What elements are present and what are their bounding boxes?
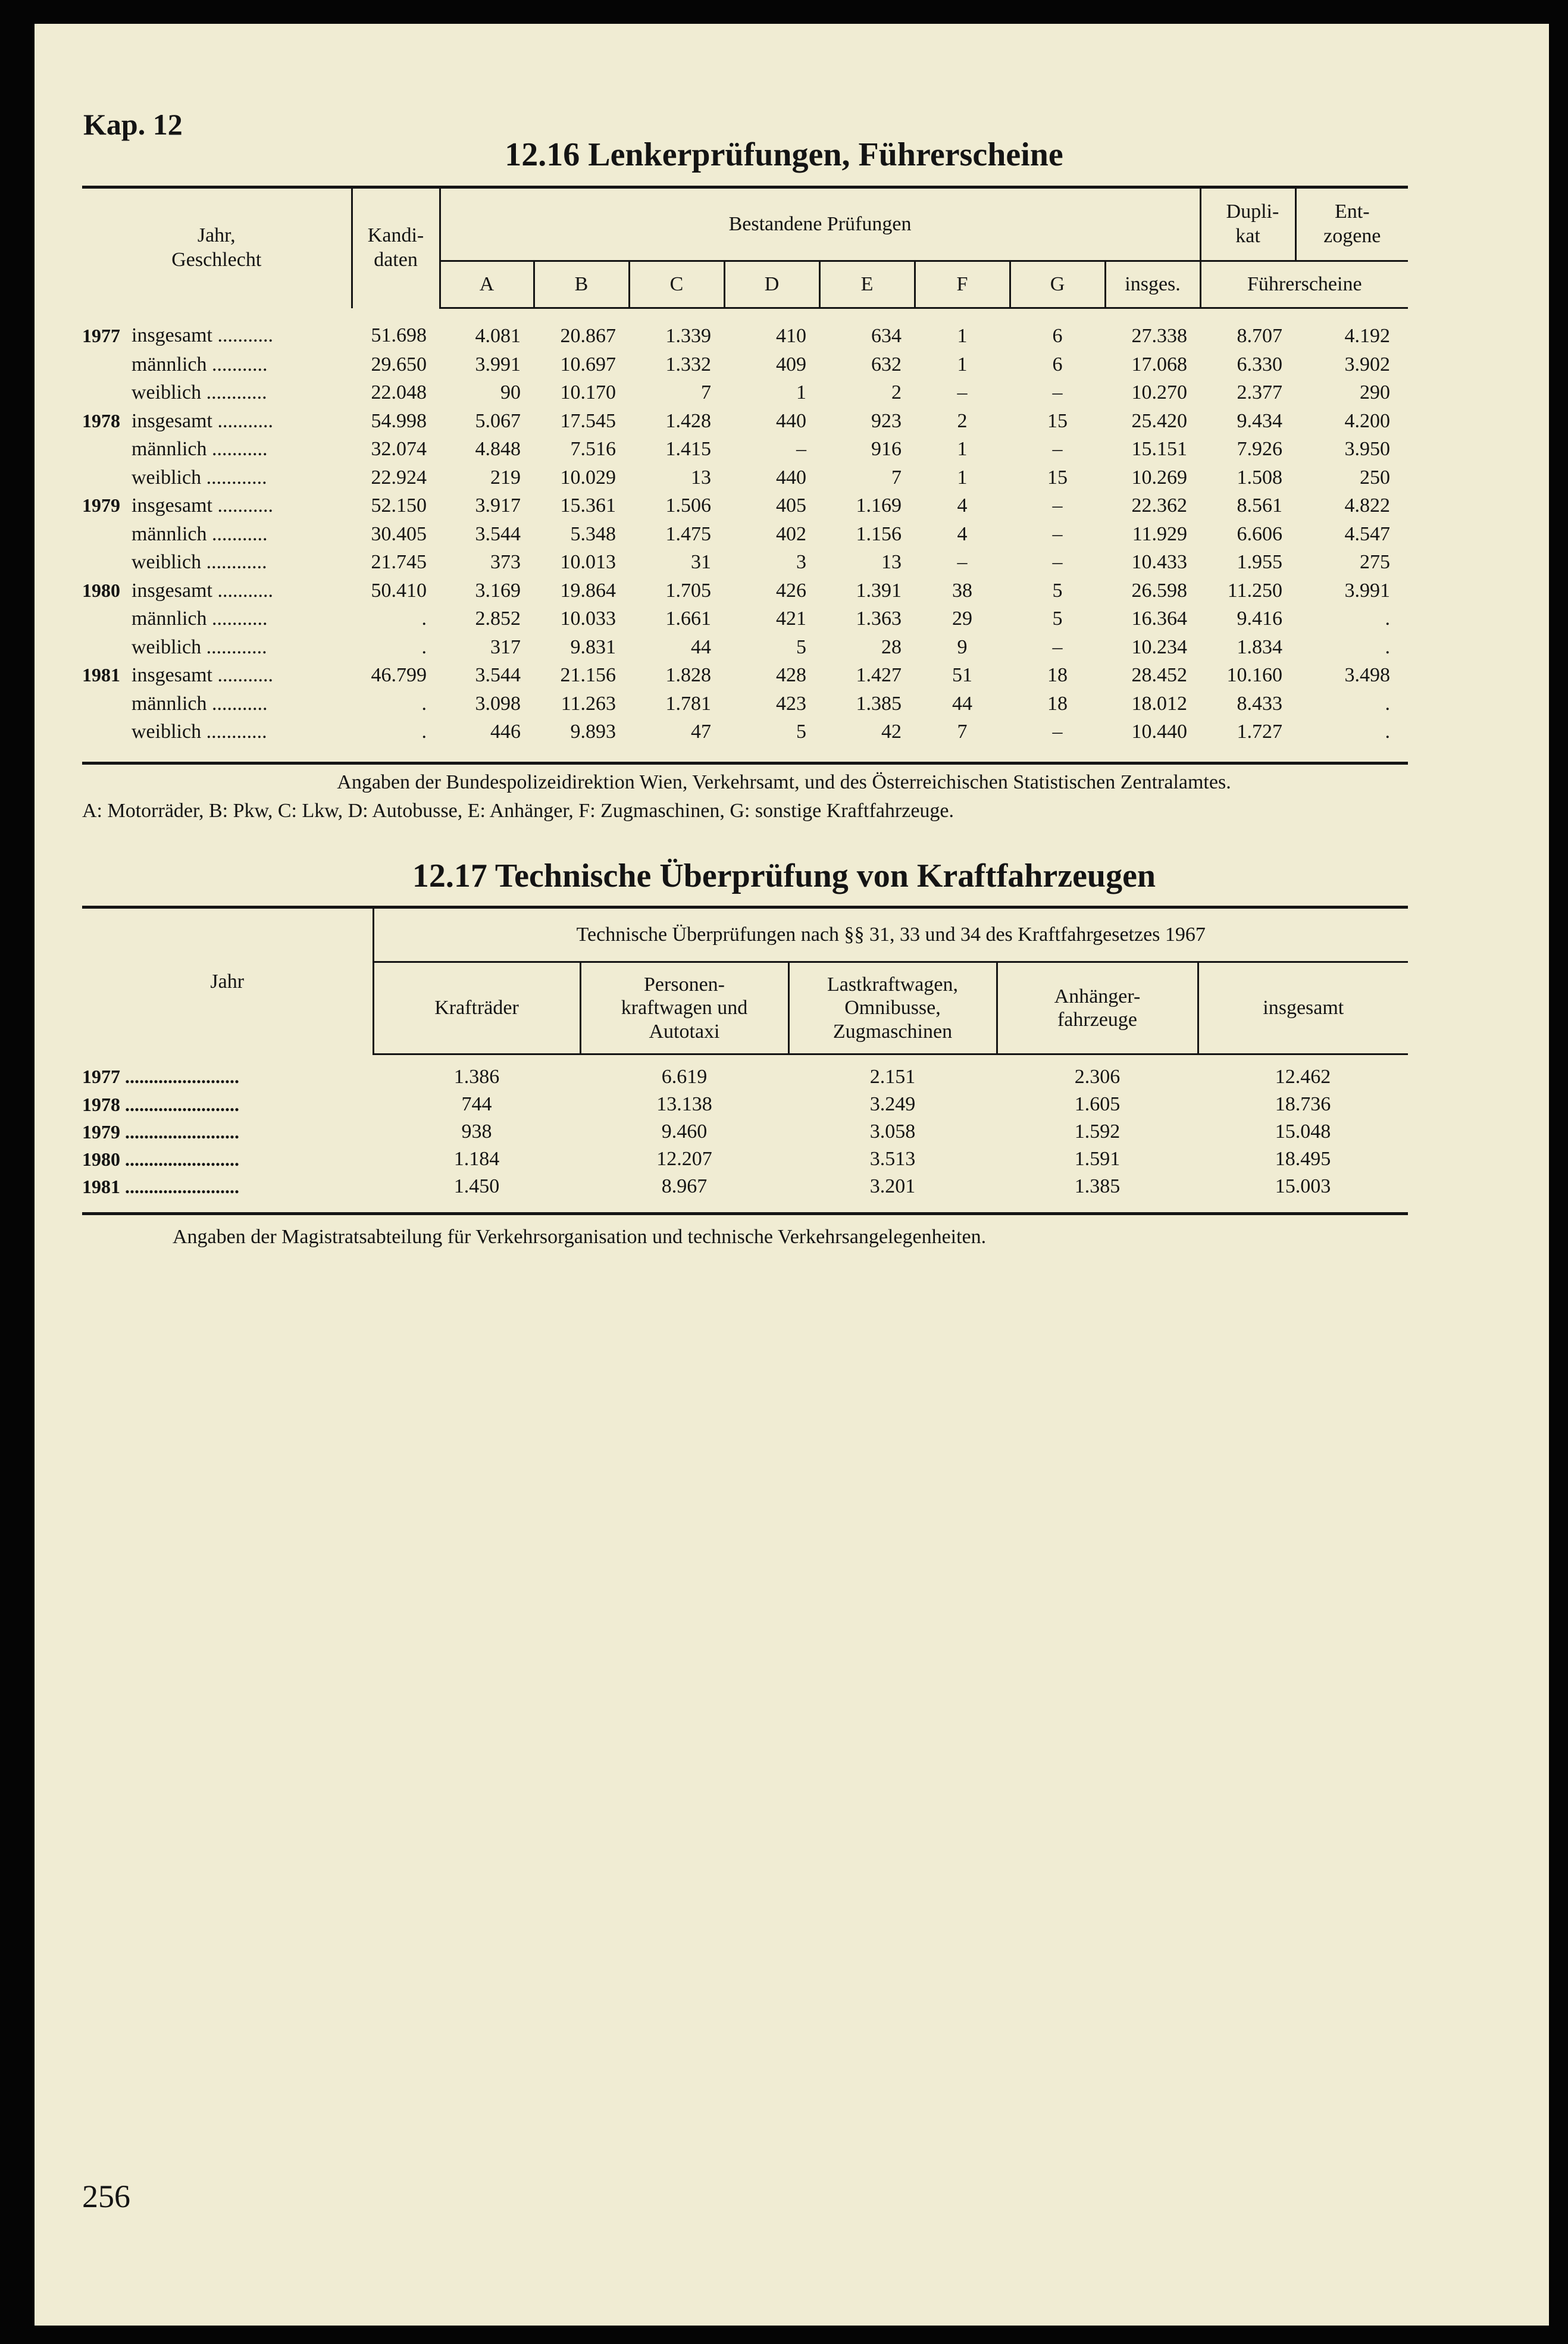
cell-c: 1.332: [665, 353, 712, 375]
cell-entzogene: 4.192: [1344, 325, 1391, 348]
cell-a: 5.067: [475, 409, 521, 432]
row-year: [82, 605, 132, 633]
cell-duplikat: 1.834: [1237, 636, 1283, 658]
cell-b: 10.697: [560, 353, 616, 375]
cell-a: 219: [490, 466, 521, 489]
table-row: [82, 1054, 1408, 1091]
cell-b: 19.864: [560, 579, 616, 602]
cell-d: 423: [776, 692, 807, 715]
cell-b: 10.170: [560, 381, 616, 404]
cell-g: 6: [1052, 325, 1063, 348]
cell-f: –: [957, 551, 968, 574]
cell-insges: 27.338: [1131, 325, 1188, 348]
header-insges: insges.: [1105, 261, 1200, 308]
cell-e: 634: [871, 325, 902, 348]
header-jahr: Jahr: [82, 907, 373, 1054]
cell-kraftraeder: 938: [461, 1121, 492, 1143]
header-kandidaten: Kandi- daten: [352, 187, 440, 308]
cell-f: 1: [957, 438, 968, 461]
cell-kandidaten: 22.048: [371, 381, 427, 404]
cell-kandidaten: 54.998: [371, 409, 427, 432]
header-fuehrerscheine: Führerscheine: [1200, 261, 1408, 308]
table-row: [82, 407, 1408, 436]
header-lastkraftwagen: Lastkraftwagen, Omnibusse, Zugmaschinen: [788, 962, 997, 1054]
cell-kandidaten: .: [421, 636, 427, 658]
cell-insges: 10.433: [1131, 551, 1188, 574]
row-year: [82, 718, 132, 763]
cell-g: 5: [1052, 579, 1063, 602]
cell-personenkraftwagen: 12.207: [656, 1148, 712, 1171]
table-row: [82, 1091, 1408, 1118]
cell-anhaengerfahrzeuge: 1.605: [1074, 1093, 1121, 1116]
cell-insges: 15.151: [1131, 438, 1188, 461]
cell-entzogene: .: [1385, 692, 1391, 715]
cell-g: 15: [1047, 466, 1068, 489]
cell-a: 446: [440, 718, 534, 763]
table-row: [82, 435, 1408, 464]
header-insgesamt: insgesamt: [1198, 962, 1408, 1054]
cell-insges: 10.440: [1105, 718, 1200, 763]
row-year: [82, 520, 132, 549]
cell-d: 428: [776, 664, 807, 687]
cell-kandidaten: 32.074: [371, 438, 427, 461]
cell-insgesamt: 12.462: [1275, 1066, 1331, 1088]
cell-d: 440: [776, 466, 807, 489]
header-duplikat: Dupli- kat: [1200, 187, 1295, 261]
table2-source-note: Angaben der Magistratsabteilung für Verkehrsorganisation und technische Verkehrsangelegenheiten.: [173, 1226, 987, 1248]
cell-insges: 10.270: [1131, 381, 1188, 404]
cell-entzogene: 3.950: [1344, 438, 1391, 461]
cell-d: 402: [776, 522, 807, 545]
cell-kandidaten: 51.698: [371, 324, 427, 347]
header-b: B: [534, 261, 629, 308]
cell-lastkraftwagen: 3.201: [788, 1173, 997, 1214]
cell-c: 1.705: [665, 579, 712, 602]
cell-kandidaten: 52.150: [371, 495, 427, 517]
cell-kandidaten: .: [352, 718, 440, 763]
table-row: [82, 1118, 1408, 1146]
cell-duplikat: 8.433: [1237, 692, 1283, 715]
header-technische-ueberpruefungen: Technische Überprüfungen nach §§ 31, 33 und 34 des Kraftfahrgesetzes 1967: [373, 907, 1408, 962]
cell-a: 373: [490, 551, 521, 574]
cell-duplikat: 10.160: [1226, 664, 1283, 687]
table-row: [82, 718, 1408, 763]
table-row: [82, 1146, 1408, 1173]
cell-d: 5: [724, 718, 819, 763]
row-label: insgesamt ...........: [132, 409, 273, 432]
cell-d: 3: [796, 551, 807, 574]
cell-insges: 10.269: [1131, 466, 1188, 489]
cell-duplikat: 11.250: [1227, 579, 1283, 602]
cell-c: 13: [691, 466, 712, 489]
cell-g: 15: [1047, 409, 1068, 432]
cell-kandidaten: 50.410: [371, 579, 427, 602]
cell-anhaengerfahrzeuge: 1.592: [1074, 1121, 1121, 1143]
cell-personenkraftwagen: 9.460: [661, 1121, 708, 1143]
table-lenkerpruefungen: [82, 186, 1408, 765]
cell-b: 21.156: [560, 664, 616, 687]
table-row: [82, 308, 1408, 350]
row-year: [82, 350, 132, 379]
table-row: [82, 661, 1408, 690]
cell-c: 47: [629, 718, 724, 763]
cell-kraftraeder: 1.184: [453, 1148, 500, 1171]
row-label: männlich ...........: [132, 608, 268, 630]
cell-duplikat: 7.926: [1237, 438, 1283, 461]
cell-entzogene: .: [1295, 718, 1408, 763]
table-row: [82, 548, 1408, 577]
cell-anhaengerfahrzeuge: 1.591: [1074, 1148, 1121, 1171]
cell-insges: 10.234: [1131, 636, 1188, 658]
cell-insges: 17.068: [1131, 353, 1188, 375]
cell-insges: 18.012: [1131, 692, 1188, 715]
row-label: männlich ...........: [132, 438, 268, 461]
cell-e: 13: [881, 551, 902, 574]
cell-d: 409: [776, 353, 807, 375]
row-label: weiblich ............: [132, 718, 352, 763]
row-label: männlich ...........: [132, 353, 268, 375]
row-year: 1977 ........................: [82, 1065, 239, 1087]
cell-a: 4.848: [475, 438, 521, 461]
header-e: E: [819, 261, 915, 308]
header-kraftraeder: Krafträder: [373, 962, 580, 1054]
cell-c: 1.475: [665, 522, 712, 545]
cell-a: 3.544: [475, 522, 521, 545]
table-row: [82, 577, 1408, 605]
cell-e: 923: [871, 409, 902, 432]
table-row: [82, 378, 1408, 407]
chapter-label: Kap. 12: [83, 108, 183, 141]
cell-b: 9.831: [570, 636, 616, 658]
table-row: [82, 605, 1408, 633]
table-row: [82, 350, 1408, 379]
cell-insges: 28.452: [1131, 664, 1188, 687]
cell-duplikat: 9.434: [1237, 409, 1283, 432]
cell-a: 3.991: [475, 353, 521, 375]
cell-d: 5: [796, 636, 807, 658]
cell-entzogene: 290: [1360, 381, 1391, 404]
cell-duplikat: 6.606: [1237, 522, 1283, 545]
cell-e: 1.427: [856, 664, 902, 687]
row-year: 1978 ........................: [82, 1093, 239, 1115]
cell-d: 440: [776, 409, 807, 432]
cell-c: 1.428: [665, 409, 712, 432]
row-label: insgesamt ...........: [132, 579, 273, 602]
cell-duplikat: 2.377: [1237, 381, 1283, 404]
header-personenkraftwagen: Personen- kraftwagen und Autotaxi: [580, 962, 788, 1054]
row-label: weiblich ............: [132, 466, 267, 489]
cell-a: 2.852: [475, 608, 521, 630]
cell-b: 20.867: [560, 325, 616, 348]
cell-kandidaten: 46.799: [371, 664, 427, 687]
cell-duplikat: 1.955: [1237, 551, 1283, 574]
cell-e: 2: [891, 381, 902, 404]
header-jahr-geschlecht: Jahr, Geschlecht: [82, 187, 352, 308]
table-row: [82, 633, 1408, 662]
cell-a: 3.917: [475, 495, 521, 517]
header-bestandene-pruefungen: Bestandene Prüfungen: [440, 187, 1200, 261]
cell-lastkraftwagen: 3.058: [869, 1121, 916, 1143]
cell-personenkraftwagen: 6.619: [661, 1066, 708, 1088]
cell-f: 1: [957, 325, 968, 348]
cell-c: 7: [701, 381, 712, 404]
cell-f: 29: [952, 608, 973, 630]
cell-a: 3.544: [475, 664, 521, 687]
cell-kandidaten: 22.924: [371, 466, 427, 489]
cell-b: 7.516: [570, 438, 616, 461]
cell-duplikat: 6.330: [1237, 353, 1283, 375]
table-technische-ueberpruefung: [82, 906, 1408, 1215]
cell-f: 51: [952, 664, 973, 687]
cell-a: 4.081: [475, 325, 521, 348]
row-year: 1978: [82, 409, 120, 431]
table1-legend-note: A: Motorräder, B: Pkw, C: Lkw, D: Autobusse, E: Anhänger, F: Zugmaschinen, G: sonstige Kraftfahrzeuge.: [82, 800, 954, 822]
cell-entzogene: 3.991: [1344, 579, 1391, 602]
cell-anhaengerfahrzeuge: 1.385: [997, 1173, 1198, 1214]
cell-g: 5: [1052, 608, 1063, 630]
cell-insges: 22.362: [1131, 495, 1188, 517]
cell-e: 28: [881, 636, 902, 658]
cell-e: 916: [871, 438, 902, 461]
cell-duplikat: 8.707: [1237, 325, 1283, 348]
cell-f: 7: [915, 718, 1010, 763]
cell-insges: 25.420: [1131, 409, 1188, 432]
cell-b: 10.013: [560, 551, 616, 574]
cell-d: 421: [776, 608, 807, 630]
cell-duplikat: 1.508: [1237, 466, 1283, 489]
cell-entzogene: 3.902: [1344, 353, 1391, 375]
cell-b: 17.545: [560, 409, 616, 432]
cell-g: 18: [1047, 692, 1068, 715]
cell-kandidaten: 21.745: [371, 551, 427, 574]
row-year: 1980 ........................: [82, 1148, 239, 1170]
header-g: G: [1010, 261, 1105, 308]
cell-a: 317: [490, 636, 521, 658]
table-row: [82, 690, 1408, 718]
table-row: [82, 520, 1408, 549]
row-year: [82, 435, 132, 464]
cell-a: 3.098: [475, 692, 521, 715]
row-label: männlich ...........: [132, 692, 268, 715]
cell-f: 2: [957, 409, 968, 432]
cell-e: 1.156: [856, 522, 902, 545]
cell-b: 15.361: [560, 495, 616, 517]
cell-e: 7: [891, 466, 902, 489]
cell-insges: 26.598: [1131, 579, 1188, 602]
cell-kraftraeder: 1.450: [373, 1173, 580, 1214]
cell-entzogene: .: [1385, 636, 1391, 658]
table2-title: 12.17 Technische Überprüfung von Kraftfahrzeugen: [412, 858, 1156, 894]
row-label: insgesamt ...........: [132, 324, 273, 347]
table-row: [82, 1173, 1408, 1214]
cell-entzogene: 4.200: [1344, 409, 1391, 432]
cell-insgesamt: 18.736: [1275, 1093, 1331, 1116]
cell-e: 1.385: [856, 692, 902, 715]
row-year: [82, 690, 132, 718]
cell-f: 9: [957, 636, 968, 658]
header-entzogene: Ent- zogene: [1295, 187, 1408, 261]
cell-anhaengerfahrzeuge: 2.306: [1074, 1066, 1121, 1088]
row-label: weiblich ............: [132, 381, 267, 404]
row-year: [82, 464, 132, 492]
cell-d: 405: [776, 495, 807, 517]
cell-e: 632: [871, 353, 902, 375]
cell-d: 410: [776, 325, 807, 348]
row-year: [82, 378, 132, 407]
header-c: C: [629, 261, 724, 308]
cell-g: –: [1052, 636, 1063, 658]
cell-duplikat: 1.727: [1200, 718, 1295, 763]
header-f: F: [915, 261, 1010, 308]
cell-entzogene: .: [1385, 608, 1391, 630]
row-year: 1981: [82, 664, 120, 686]
table-row: [82, 492, 1408, 520]
cell-kraftraeder: 744: [461, 1093, 492, 1116]
cell-f: 1: [957, 466, 968, 489]
cell-entzogene: 250: [1360, 466, 1391, 489]
row-year: 1979: [82, 495, 120, 517]
cell-e: 1.169: [856, 495, 902, 517]
cell-b: 10.029: [560, 466, 616, 489]
table1-title: 12.16 Lenkerprüfungen, Führerscheine: [505, 136, 1063, 173]
cell-g: –: [1052, 381, 1063, 404]
cell-d: 426: [776, 579, 807, 602]
cell-f: 4: [957, 522, 968, 545]
cell-e: 1.363: [856, 608, 902, 630]
header-a: A: [440, 261, 534, 308]
cell-duplikat: 8.561: [1237, 495, 1283, 517]
row-year: 1977: [82, 324, 120, 346]
cell-g: 6: [1052, 353, 1063, 375]
cell-c: 1.781: [665, 692, 712, 715]
cell-kandidaten: .: [421, 692, 427, 715]
cell-d: –: [796, 438, 807, 461]
cell-g: –: [1052, 438, 1063, 461]
row-year: 1980: [82, 579, 120, 601]
row-label: insgesamt ...........: [132, 495, 273, 517]
cell-entzogene: 4.822: [1344, 495, 1391, 517]
cell-e: 42: [819, 718, 915, 763]
cell-c: 1.415: [665, 438, 712, 461]
cell-lastkraftwagen: 3.513: [869, 1148, 916, 1171]
cell-f: 1: [957, 353, 968, 375]
cell-insgesamt: 15.003: [1198, 1173, 1408, 1214]
cell-f: 44: [952, 692, 973, 715]
row-year: 1981 ........................: [82, 1173, 373, 1214]
cell-b: 11.263: [561, 692, 616, 715]
row-year: 1979 ........................: [82, 1121, 239, 1143]
cell-g: –: [1052, 522, 1063, 545]
cell-c: 1.339: [665, 325, 712, 348]
cell-kandidaten: .: [421, 608, 427, 630]
cell-personenkraftwagen: 13.138: [656, 1093, 712, 1116]
row-year: [82, 633, 132, 662]
cell-f: 4: [957, 495, 968, 517]
table-row: [82, 464, 1408, 492]
cell-insgesamt: 18.495: [1275, 1148, 1331, 1171]
cell-f: –: [957, 381, 968, 404]
row-label: männlich ...........: [132, 522, 268, 545]
cell-duplikat: 9.416: [1237, 608, 1283, 630]
cell-entzogene: 3.498: [1344, 664, 1391, 687]
cell-g: 18: [1047, 664, 1068, 687]
row-label: weiblich ............: [132, 551, 267, 574]
cell-c: 1.828: [665, 664, 712, 687]
cell-b: 5.348: [570, 522, 616, 545]
header-d: D: [724, 261, 819, 308]
row-label: insgesamt ...........: [132, 664, 273, 687]
cell-kraftraeder: 1.386: [453, 1066, 500, 1088]
cell-lastkraftwagen: 2.151: [869, 1066, 916, 1088]
cell-d: 1: [796, 381, 807, 404]
cell-c: 31: [691, 551, 712, 574]
cell-a: 90: [500, 381, 521, 404]
cell-kandidaten: 30.405: [371, 522, 427, 545]
cell-lastkraftwagen: 3.249: [869, 1093, 916, 1116]
header-anhaengerfahrzeuge: Anhänger- fahrzeuge: [997, 962, 1198, 1054]
cell-f: 38: [952, 579, 973, 602]
cell-b: 10.033: [560, 608, 616, 630]
cell-c: 1.661: [665, 608, 712, 630]
table1-source-note: Angaben der Bundespolizeidirektion Wien, Verkehrsamt, und des Österreichischen Statistischen Zentralamtes.: [337, 771, 1231, 793]
cell-e: 1.391: [856, 579, 902, 602]
cell-entzogene: 4.547: [1344, 522, 1391, 545]
row-label: weiblich ............: [132, 636, 267, 658]
cell-personenkraftwagen: 8.967: [580, 1173, 788, 1214]
cell-kandidaten: 29.650: [371, 353, 427, 375]
cell-g: –: [1052, 551, 1063, 574]
cell-insges: 16.364: [1131, 608, 1188, 630]
cell-g: –: [1052, 495, 1063, 517]
cell-insges: 11.929: [1132, 522, 1188, 545]
cell-c: 1.506: [665, 495, 712, 517]
cell-insgesamt: 15.048: [1275, 1121, 1331, 1143]
cell-entzogene: 275: [1360, 551, 1391, 574]
cell-b: 9.893: [534, 718, 629, 763]
row-year: [82, 548, 132, 577]
page-number: 256: [82, 2179, 130, 2214]
cell-a: 3.169: [475, 579, 521, 602]
cell-g: –: [1010, 718, 1105, 763]
cell-c: 44: [691, 636, 712, 658]
